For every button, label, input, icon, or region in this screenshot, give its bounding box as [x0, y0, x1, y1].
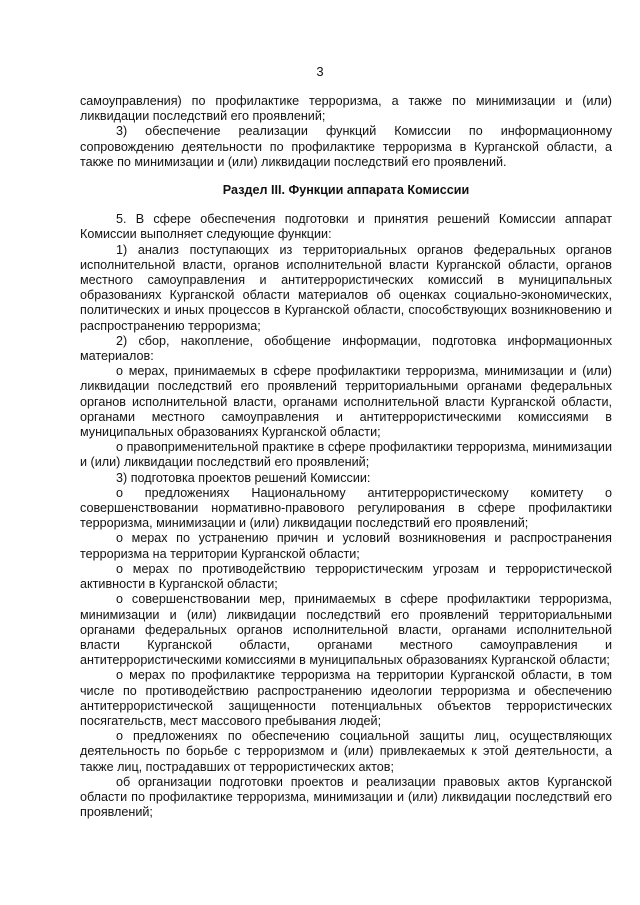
paragraph-subitem: о мерах по устранению причин и условий возникновения и распространения терроризма на территории Курганской области;: [80, 531, 612, 561]
paragraph-subitem: о мерах по профилактике терроризма на территории Курганской области, в том числе по противодействию распространению идеологии терроризма и обеспечению антитеррористической защищенности потенциальных объектов террористических посягательств, мест массового пребывания людей;: [80, 668, 612, 728]
paragraph-subitem: о правоприменительной практике в сфере профилактики терроризма, минимизации и (или) ликвидации последствий его проявлений;: [80, 440, 612, 470]
paragraph-continuation: самоуправления) по профилактике терроризма, а также по минимизации и (или) ликвидации последствий его проявлений;: [80, 94, 612, 124]
paragraph-subitem: об организации подготовки проектов и реализации правовых актов Курганской области по профилактике терроризма, минимизации и (или) ликвидации последствий его проявлений;: [80, 774, 612, 820]
section-heading: Раздел III. Функции аппарата Комиссии: [222, 183, 470, 198]
document-body: [80, 94, 612, 820]
paragraph-subitem: о предложениях по обеспечению социальной защиты лиц, осуществляющих деятельность по борьбе с терроризмом и (или) привлекаемых к этой деятельности, а также лиц, пострадавших от террористических актов;: [80, 729, 612, 774]
paragraph-function-3: 3) подготовка проектов решений Комиссии:: [116, 470, 371, 485]
paragraph-subitem: о совершенствовании мер, принимаемых в сфере профилактики терроризма, минимизации и (или) ликвидации последствий его проявлений территориальными органами федеральных органов исполнительной власти, органами исполнительной власти Курганской области, органами местного самоуправления и антитеррористическими комиссиями в муниципальных образованиях Курганской области;: [80, 592, 612, 668]
paragraph-subitem: о мерах по противодействию террористическим угрозам и террористической активности в Курганской области;: [80, 561, 612, 592]
paragraph-subitem: о предложениях Национальному антитеррористическому комитету о совершенствовании нормативно-правового регулирования в сфере профилактики терроризма, минимизации и (или) ликвидации последствий его проявлений;: [80, 485, 612, 531]
paragraph-clause-5: 5. В сфере обеспечения подготовки и принятия решений Комиссии аппарат Комиссии выполняет следующие функции:: [80, 212, 612, 242]
paragraph-item-3: 3) обеспечение реализации функций Комиссии по информационному сопровождению деятельности по профилактике терроризма в Курганской области, а также по минимизации и (или) ликвидации последствий его проявлений.: [80, 124, 612, 169]
paragraph-function-1: 1) анализ поступающих из территориальных органов федеральных органов исполнительной власти, органов исполнительной власти Курганской области, органов местного самоуправления и антитеррористических комиссий в муниципальных образованиях Курганской области материалов об оценках социально-экономических, политических и иных процессов в Курганской области, способствующих возникновению и распространению терроризма;: [80, 242, 612, 333]
page-number: 3: [316, 64, 324, 79]
paragraph-function-2: 2) сбор, накопление, обобщение информации, подготовка информационных материалов:: [80, 333, 612, 364]
paragraph-subitem: о мерах, принимаемых в сфере профилактики терроризма, минимизации и (или) ликвидации последствий его проявлений территориальными органами федеральных органов исполнительной власти, органами исполнительной власти Курганской области, органами местного самоуправления и антитеррористическими комиссиями в муниципальных образованиях Курганской области;: [80, 364, 612, 440]
